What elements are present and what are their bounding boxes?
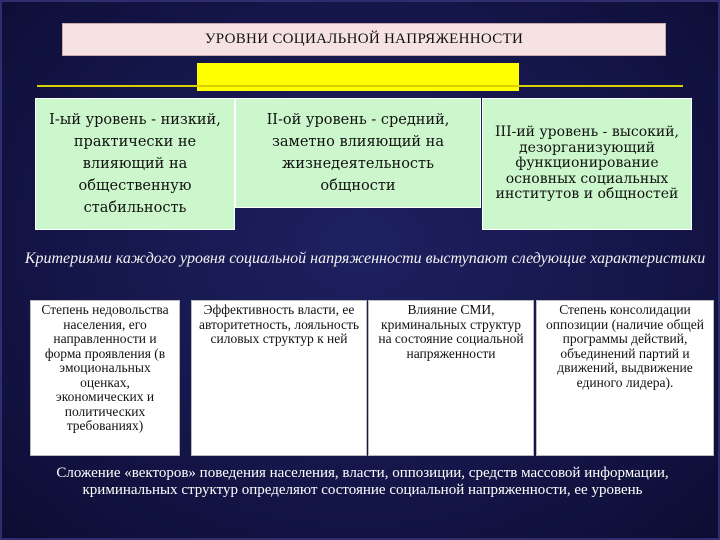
level-1-box [35,98,235,230]
criteria-title: Критериями каждого уровня социальной напряженности выступают следующие характеристики [24,250,706,267]
level-3-box [482,98,692,230]
criterion-media [368,300,534,456]
slide-title: УРОВНИ СОЦИАЛЬНОЙ НАПРЯЖЕННОСТИ [62,23,666,56]
accent-line [37,85,683,87]
criterion-1-text: Степень недовольства населения, его направленности и форма проявления (в эмоциональных оценках, экономических и политических требованиях) [41,302,169,433]
criterion-4-text: Степень консолидации оппозиции (наличие общей программы действий, объединений партий и движений, выдвижение единого лидера). [546,302,704,390]
criterion-opposition [536,300,714,456]
criterion-2-text: Эффективность власти, ее авторитетность, лояльность силовых структур к ней [198,302,360,346]
level-1-text: I-ый уровень - низкий, практически не влияющий на общественную стабильность [49,112,221,216]
level-2-box [235,98,481,208]
conclusion-text: Сложение «векторов» поведения населения, власти, оппозиции, средств массовой информации, криминальных структур определяют состояние социальной напряженности, ее уровень [56,465,669,498]
criterion-population [30,300,180,456]
level-2-text: II-ой уровень - средний, заметно влияющий на жизнедеятельность общности [266,112,450,194]
level-3-text: III-ий уровень - высокий, дезорганизующий функционирование основных социальных институтов и общностей [495,124,679,203]
criterion-3-text: Влияние СМИ, криминальных структур на состояние социальной напряженности [378,302,524,361]
criterion-authority [191,300,367,456]
